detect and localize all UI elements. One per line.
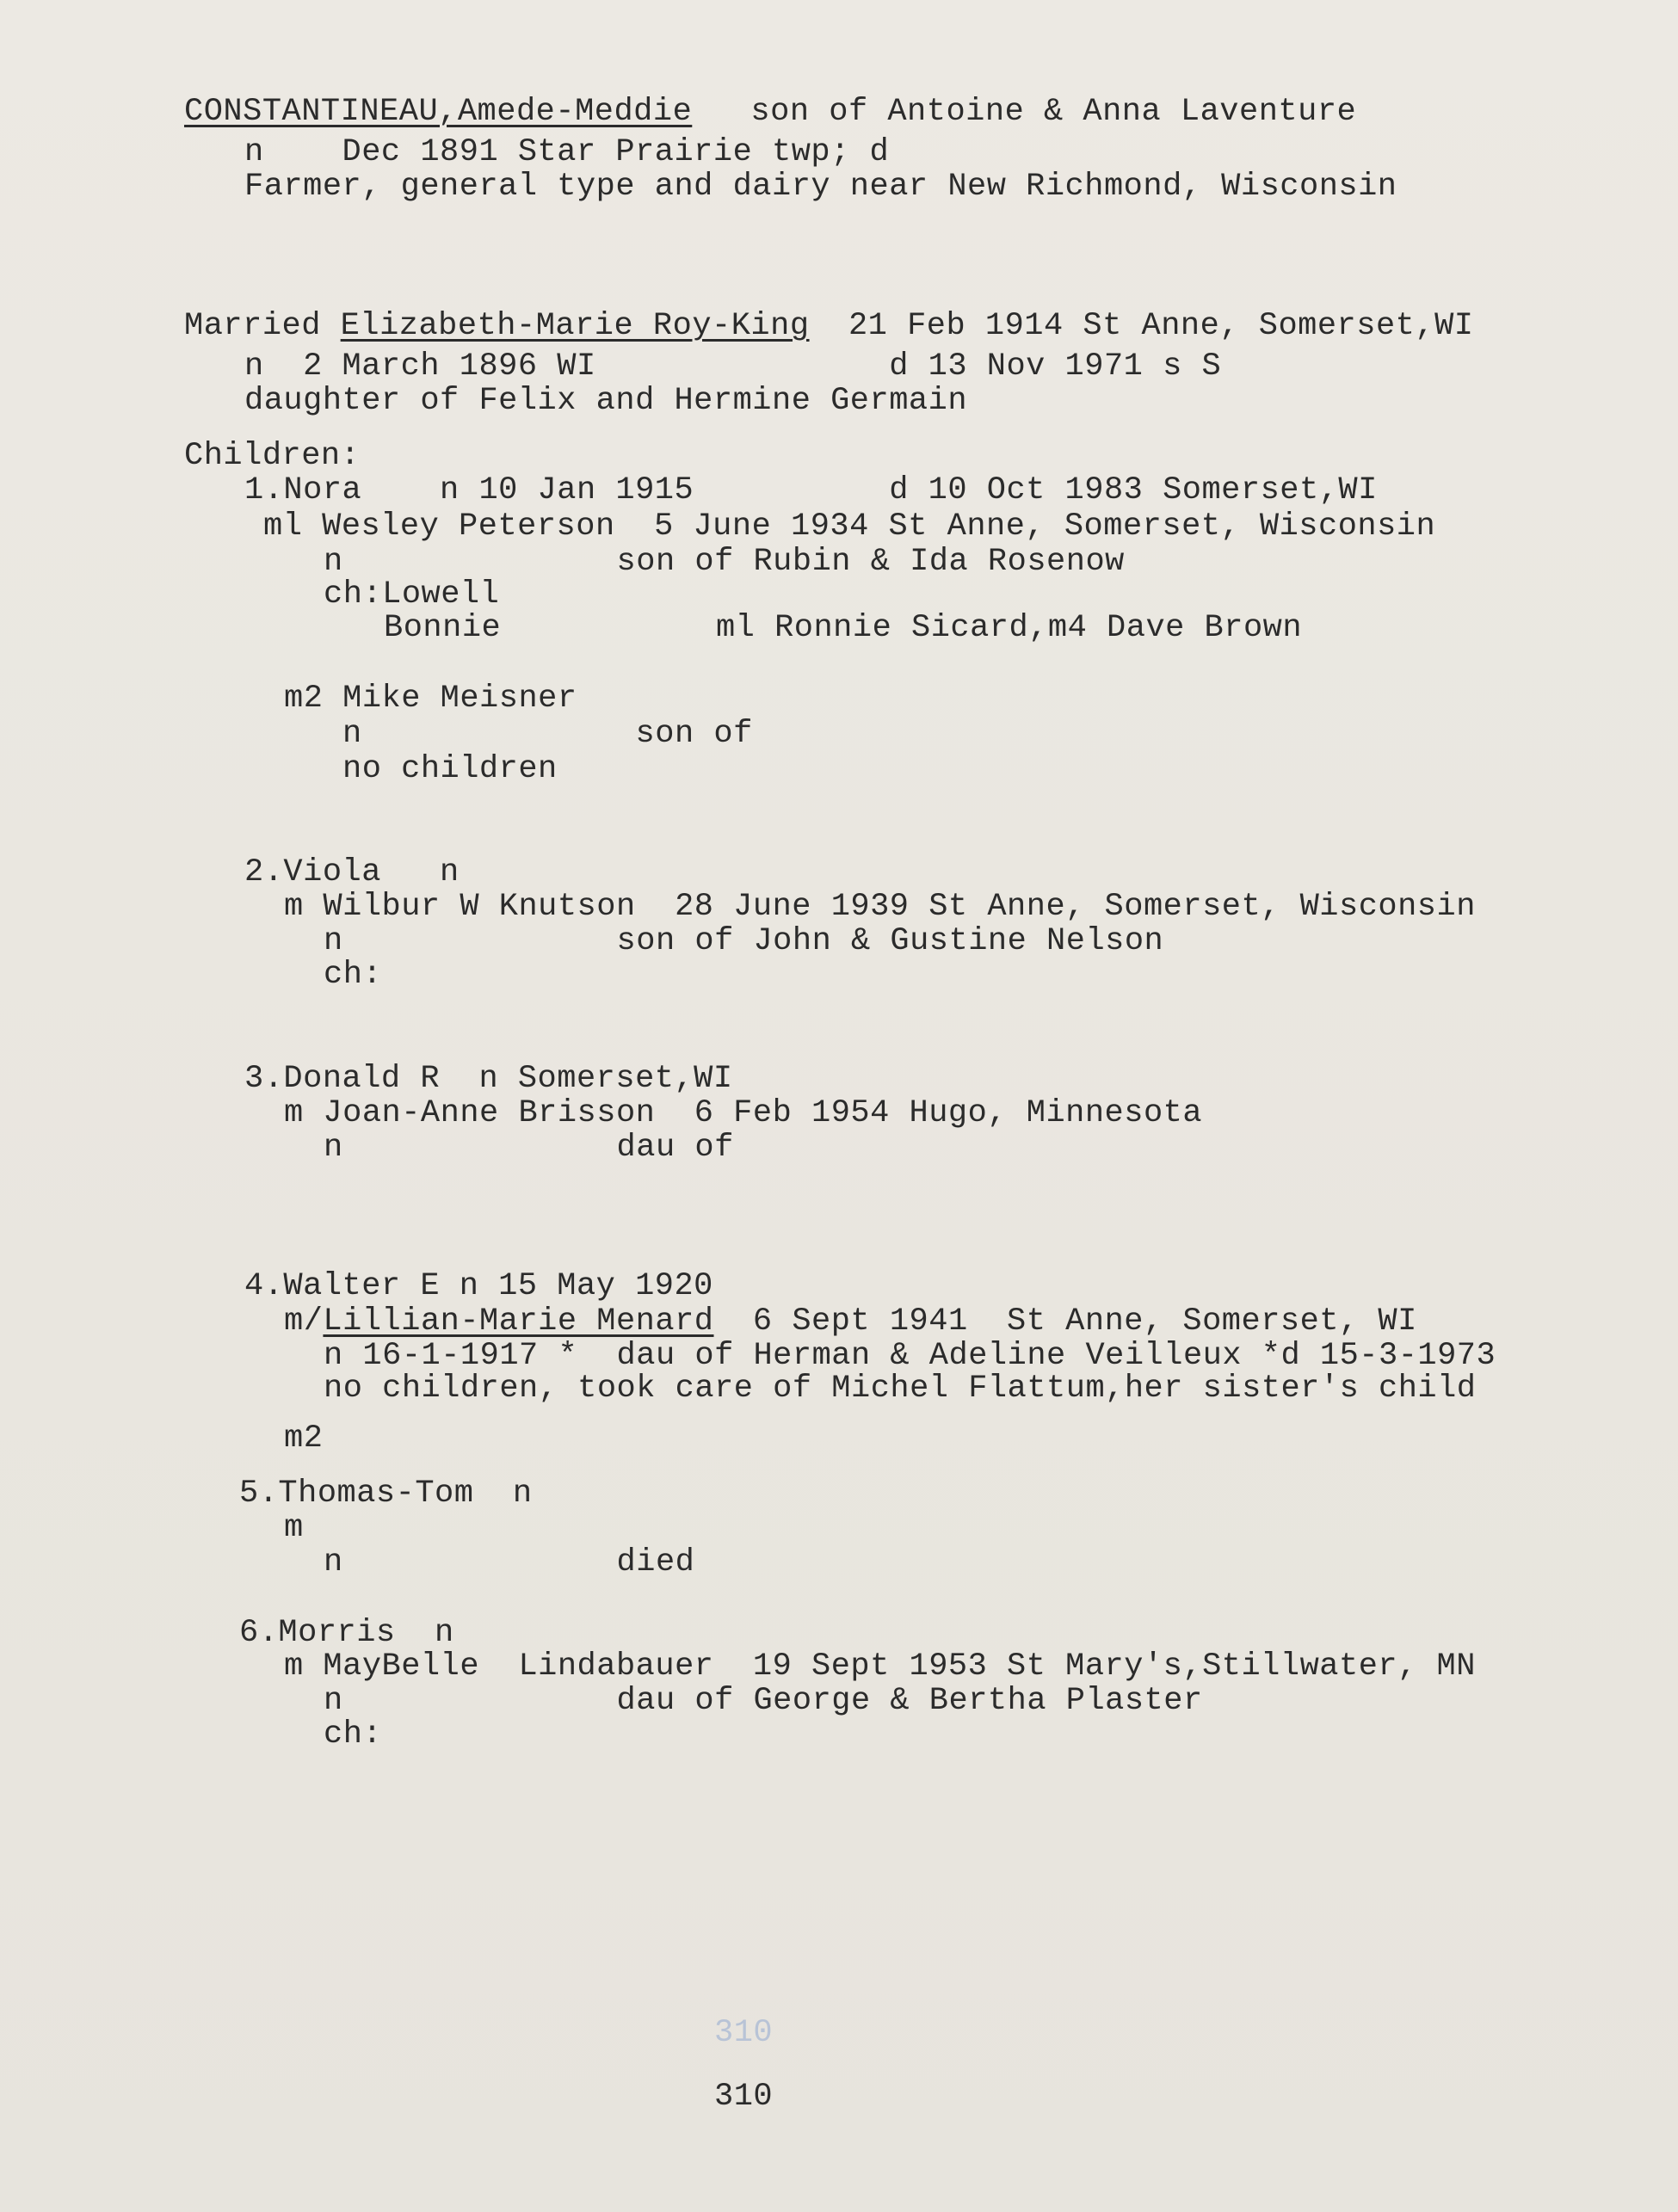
child-1-line-1: 1.Nora n 10 Jan 1915 d 10 Oct 1983 Somerset,WI: [244, 472, 1378, 508]
subject-occupation: Farmer, general type and dairy near New Richmond, Wisconsin: [244, 169, 1397, 205]
marriage-line: [184, 309, 1473, 343]
child-3-line-3: n dau of: [324, 1130, 734, 1166]
child-5-line-3: n died: [324, 1544, 695, 1580]
spouse-parents: daughter of Felix and Hermine Germain: [244, 383, 968, 419]
marriage-details: 21 Feb 1914 St Anne, Somerset,WI: [848, 308, 1474, 344]
child-2-line-2: m Wilbur W Knutson 28 June 1939 St Anne, Somerset, Wisconsin: [284, 889, 1476, 925]
child-6-line-1: 6.Morris n: [239, 1615, 454, 1651]
child-4-line-4: no children, took care of Michel Flattum,her sister's child: [324, 1371, 1477, 1407]
children-heading: Children:: [184, 438, 361, 474]
page-number: 310: [714, 2079, 774, 2115]
child-5-line-1: 5.Thomas-Tom n: [239, 1476, 533, 1512]
child-1-line-3: n son of Rubin & Ida Rosenow: [324, 544, 1125, 580]
child-1-line-4: ch:Lowell: [324, 576, 500, 613]
child-2-line-4: ch:: [324, 957, 383, 993]
child-2-line-1: 2.Viola n: [244, 854, 460, 890]
child-6-line-2: m MayBelle Lindabauer 19 Sept 1953 St Mary's,Stillwater, MN: [284, 1648, 1476, 1685]
child-3-line-2: m Joan-Anne Brisson 6 Feb 1954 Hugo, Minnesota: [284, 1095, 1203, 1131]
child-3-line-1: 3.Donald R n Somerset,WI: [244, 1061, 733, 1097]
header-line-1: [184, 95, 1356, 129]
child-4-line-2: [284, 1304, 1417, 1339]
child-4-spouse-name: Lillian-Marie Menard: [323, 1303, 714, 1340]
child-1-line-6: m2 Mike Meisner: [284, 681, 577, 717]
child-4-line-3: n 16-1-1917 * dau of Herman & Adeline Veilleux *d 15-3-1973: [324, 1338, 1496, 1374]
child-1-line-8: no children: [342, 751, 558, 787]
child-5-line-2: m: [284, 1510, 304, 1546]
child-1-line-5: Bonnie ml Ronnie Sicard,m4 Dave Brown: [384, 610, 1303, 646]
child-2-line-3: n son of John & Gustine Nelson: [324, 923, 1164, 959]
spouse-birth-death: n 2 March 1896 WI d 13 Nov 1971 s S: [244, 348, 1222, 385]
child-1-line-7: n son of: [342, 716, 753, 752]
stamped-page-number: 310: [714, 2015, 774, 2051]
spouse-name: Elizabeth-Marie Roy-King: [340, 308, 810, 344]
subject-birth: n Dec 1891 Star Prairie twp; d: [244, 134, 890, 170]
child-6-line-4: ch:: [324, 1716, 383, 1753]
child-4-line-5: m2: [284, 1420, 324, 1457]
marriage-prefix: Married: [184, 308, 321, 344]
child-4-marriage-prefix: m/: [284, 1303, 324, 1340]
child-1-line-2: ml Wesley Peterson 5 June 1934 St Anne, Somerset, Wisconsin: [263, 508, 1436, 545]
subject-parents: son of Antoine & Anna Laventure: [750, 94, 1357, 130]
child-4-marriage-details: 6 Sept 1941 St Anne, Somerset, WI: [713, 1303, 1417, 1340]
subject-name: CONSTANTINEAU,Amede-Meddie: [184, 94, 693, 130]
child-4-line-1: 4.Walter E n 15 May 1920: [244, 1268, 713, 1304]
child-6-line-3: n dau of George & Bertha Plaster: [324, 1683, 1203, 1719]
